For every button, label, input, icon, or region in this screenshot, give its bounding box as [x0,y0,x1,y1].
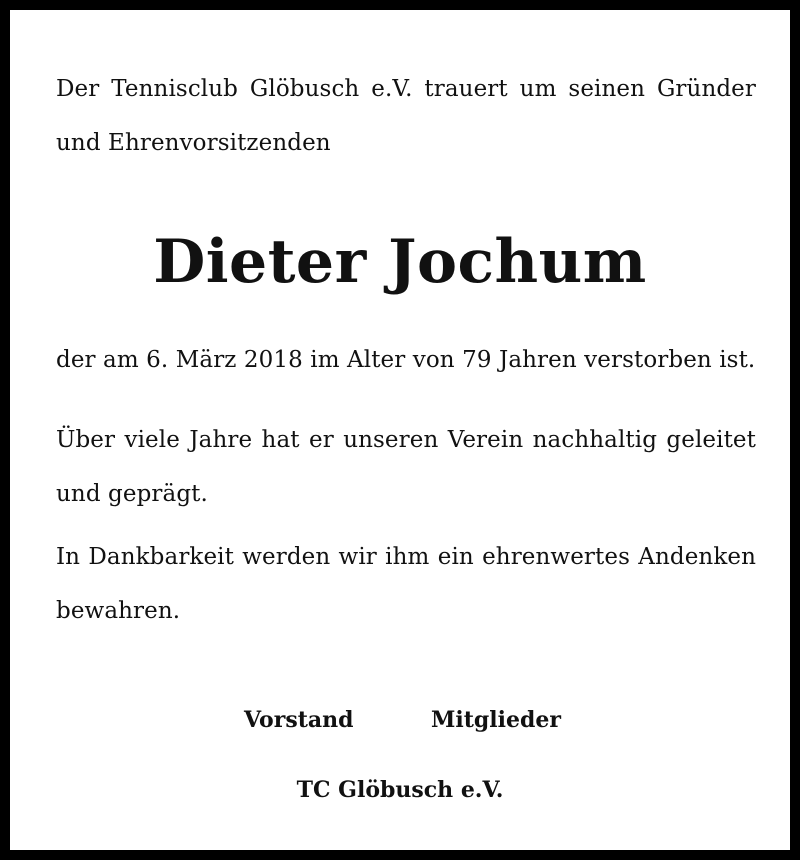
signer-members: Mitglieder [431,707,561,733]
deceased-name: Dieter Jochum [153,227,647,297]
gratitude-text: In Dankbarkeit werden wir ihm ein ehrenwertes Andenken bewahren. [56,544,756,624]
death-date-text: der am 6. März 2018 im Alter von 79 Jahren verstorben ist. [56,347,756,373]
tribute-text: Über viele Jahre hat er unseren Verein nachhaltig geleitet und geprägt. [56,427,756,507]
signer-board: Vorstand [244,707,354,733]
intro-text: Der Tennisclub Glöbusch e.V. trauert um seinen Gründer und Ehrenvorsitzenden [56,76,756,156]
club-name: TC Glöbusch e.V. [296,777,504,803]
signers-row [10,700,790,740]
